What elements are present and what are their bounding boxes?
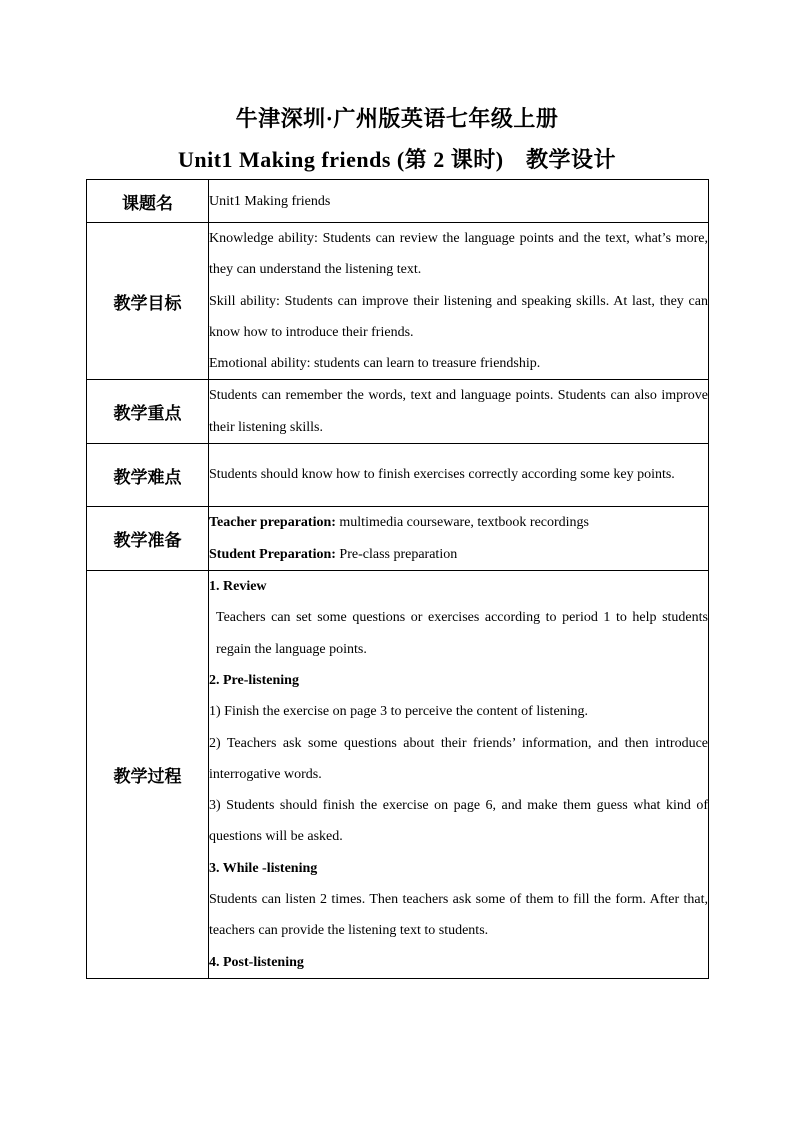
objective-knowledge: Knowledge ability: Students can review the language points and the text, what’s more, they can understand the listening text. — [209, 231, 708, 278]
pre-listening-step-3: 3) Students should finish the exercise on page 6, and make them guess what kind of questions will be asked. — [209, 798, 708, 845]
pre-listening-step-2: 2) Teachers ask some questions about their friends’ information, and then introduce interrogative words. — [209, 735, 708, 782]
topic-value: Unit1 Making friends — [209, 180, 709, 223]
pre-listening-step-1: 1) Finish the exercise on page 3 to perceive the content of listening. — [209, 704, 589, 720]
student-preparation — [209, 539, 708, 570]
key-points-value: Students can remember the words, text and language points. Students can also improve their listening skills. — [209, 380, 709, 444]
pre-listening-heading: 2. Pre-listening — [209, 672, 299, 688]
difficulties-value: Students should know how to finish exercises correctly according some key points. — [209, 444, 709, 507]
student-preparation-value: Pre-class preparation — [335, 546, 458, 562]
topic-label: 课题名 — [87, 180, 209, 223]
table-row-topic — [87, 180, 709, 223]
lesson-plan-table — [86, 179, 709, 979]
while-listening-text: Students can listen 2 times. Then teachers ask some of them to fill the form. After that, teachers can provide the listening text to students. — [209, 892, 708, 939]
table-row-objectives — [87, 223, 709, 380]
table-row-key-points — [87, 380, 709, 444]
objectives-content — [209, 223, 709, 380]
preparation-label: 教学准备 — [87, 507, 209, 571]
teacher-preparation — [209, 507, 708, 538]
review-text: Teachers can set some questions or exercises according to period 1 to help students regain the language points. — [216, 610, 708, 657]
table-row-preparation — [87, 507, 709, 571]
process-content — [209, 571, 709, 979]
objective-skill: Skill ability: Students can improve their listening and speaking skills. At last, they can know how to introduce their friends. — [209, 293, 708, 340]
preparation-content — [209, 507, 709, 571]
while-listening-heading: 3. While -listening — [209, 860, 318, 876]
table-row-difficulties — [87, 444, 709, 507]
objective-emotional: Emotional ability: students can learn to treasure friendship. — [209, 356, 541, 372]
table-row-process — [87, 571, 709, 979]
student-preparation-label: Student Preparation: — [209, 546, 336, 562]
teacher-preparation-value: multimedia courseware, textbook recordings — [335, 515, 589, 531]
document-title: 牛津深圳·广州版英语七年级上册 — [235, 106, 559, 131]
review-heading: 1. Review — [209, 579, 267, 595]
objectives-label: 教学目标 — [87, 223, 209, 380]
document-subtitle: Unit1 Making friends (第 2 课时) 教学设计 — [177, 147, 617, 172]
difficulties-label: 教学难点 — [87, 444, 209, 507]
key-points-label: 教学重点 — [87, 380, 209, 444]
teacher-preparation-label: Teacher preparation: — [209, 515, 336, 531]
process-label: 教学过程 — [87, 571, 209, 979]
post-listening-heading: 4. Post-listening — [209, 954, 304, 970]
